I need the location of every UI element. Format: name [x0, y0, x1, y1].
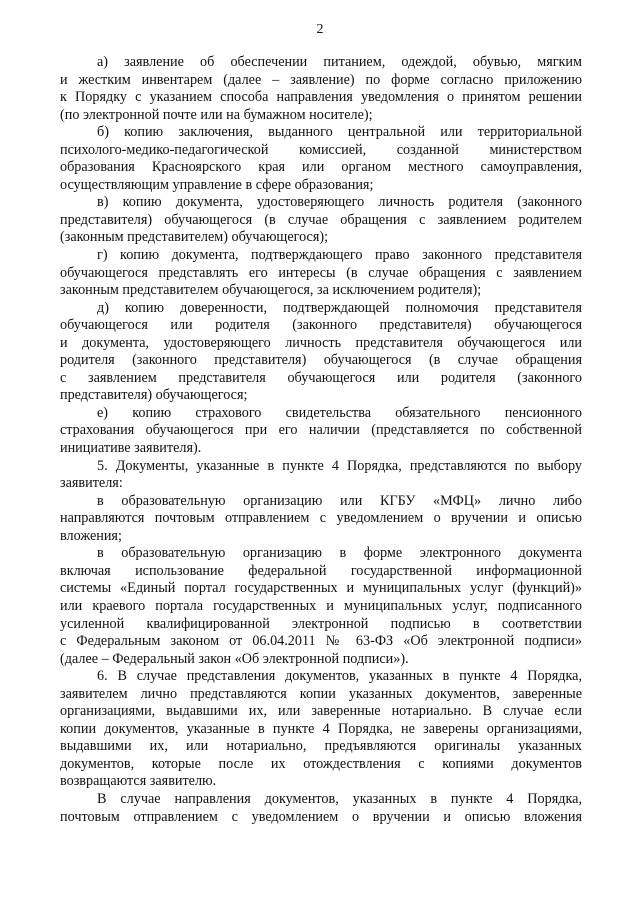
text-line: представителя) обучающегося (в случае обращения с заявлением родителем [60, 211, 582, 228]
text-line: документов, которые после их отождествления с копиями документов [60, 755, 582, 772]
text-line: (по электронной почте или на бумажном носителе); [60, 106, 373, 123]
text-line: представителя) обучающегося; [60, 387, 248, 404]
list-item-d [60, 300, 582, 405]
list-item-b [60, 124, 582, 194]
section-6 [60, 668, 582, 791]
document-body [60, 54, 582, 826]
text-line: б) копию заключения, выданного центральной или территориальной [97, 124, 582, 141]
section-5-option-electronic [60, 545, 582, 668]
text-line: д) копию доверенности, подтверждающей полномочия представителя [97, 299, 582, 316]
text-line: вложения; [60, 527, 122, 544]
text-line: к Порядку с указанием способа направления уведомления о принятом решении [60, 89, 582, 106]
text-line: родителя (законного представителя) обучающегося (в случае обращения [60, 352, 582, 369]
text-line: в) копию документа, удостоверяющего личность родителя (законного [97, 194, 582, 211]
text-line: заявителем лично представляются копии указанных документов, заверенные [60, 685, 582, 702]
text-line: В случае направления документов, указанных в пункте 4 Порядка, [97, 790, 582, 807]
text-line: заявителя: [60, 475, 123, 492]
text-line: е) копию страхового свидетельства обязательного пенсионного [97, 404, 582, 421]
list-item-v [60, 194, 582, 247]
text-line: обучающегося или родителя (законного представителя) обучающегося [60, 317, 582, 334]
text-line: обучающегося представлять его интересы (в случае обращения с заявлением [60, 264, 582, 281]
text-line: инициативе заявителя). [60, 440, 202, 457]
text-line: (далее – Федеральный закон «Об электронной подписи»). [60, 650, 409, 667]
text-line: в образовательную организацию в форме электронного документа [97, 545, 582, 562]
text-line: образования Красноярского края или органом местного самоуправления, [60, 159, 582, 176]
text-line: страхования обучающегося при его наличии (представляется по собственной [60, 422, 582, 439]
text-line: выдавшими их, или нотариально, предъявляются оригиналы указанных [60, 738, 582, 755]
text-line: с Федеральным законом от 06.04.2011 № 63-ФЗ «Об электронной подписи» [60, 633, 582, 650]
section-6-postal [60, 791, 582, 826]
text-line: усиленной квалифицированной электронной подписью в соответствии [60, 615, 582, 632]
text-line: 5. Документы, указанные в пункте 4 Порядка, представляются по выбору [97, 457, 582, 474]
text-line: психолого-медико-педагогической комиссией, созданной министерством [60, 141, 582, 158]
text-line: и жестким инвентарем (далее – заявление) по форме согласно приложению [60, 71, 582, 88]
text-line: в образовательную организацию или КГБУ «МФЦ» лично либо [97, 492, 582, 509]
list-item-g [60, 247, 582, 300]
text-line: с заявлением представителя обучающегося или родителя (законного [60, 369, 582, 386]
text-line: организациями, выдавшими их, или заверенные нотариально. В случае если [60, 703, 582, 720]
text-line: законным представителем обучающегося, за исключением родителя); [60, 282, 482, 299]
text-line: системы «Единый портал государственных и муниципальных услуг (функций)» [60, 580, 582, 597]
text-line: почтовым отправлением с уведомлением о вручении и описью вложения [60, 808, 582, 825]
text-line: 6. В случае представления документов, указанных в пункте 4 Порядка, [97, 668, 582, 685]
text-line: копии документов, указанные в пункте 4 Порядка, не заверены организациями, [60, 720, 582, 737]
list-item-e [60, 405, 582, 458]
text-line: г) копию документа, подтверждающего право законного представителя [97, 247, 582, 264]
text-line: включая использование федеральной государственной информационной [60, 562, 582, 579]
text-line: (законным представителем) обучающегося); [60, 229, 329, 246]
list-item-a [60, 54, 582, 124]
text-line: или краевого портала государственных и муниципальных услуг, подписанного [60, 597, 582, 614]
text-line: возвращаются заявителю. [60, 773, 217, 790]
page-number: 2 [316, 22, 324, 37]
section-5-option-in-person [60, 493, 582, 546]
text-line: и документа, удостоверяющего личность представителя обучающегося или [60, 334, 582, 351]
section-5 [60, 458, 582, 493]
text-line: направляются почтовым отправлением с уведомлением о вручении и описью [60, 510, 582, 527]
text-line: осуществляющим управление в сфере образования; [60, 176, 374, 193]
text-line: а) заявление об обеспечении питанием, одеждой, обувью, мягким [97, 54, 582, 70]
